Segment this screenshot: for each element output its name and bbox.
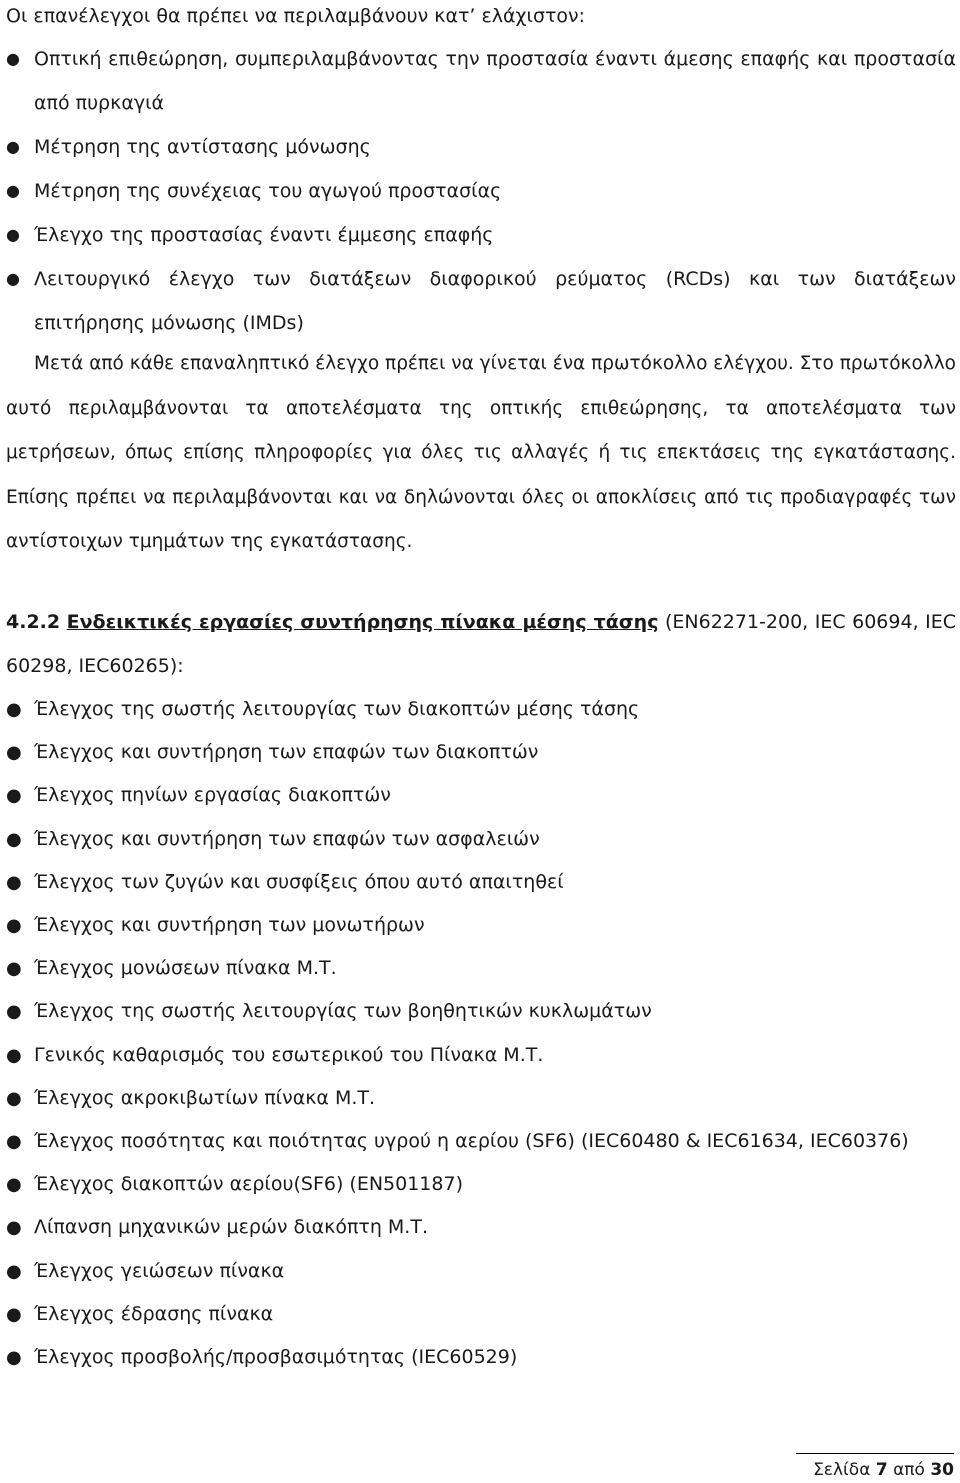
bullet-icon: ● <box>6 958 22 980</box>
bullet-icon: ● <box>6 1260 22 1282</box>
list-item <box>6 818 956 861</box>
list-item <box>6 1336 956 1379</box>
bullet-icon: ● <box>6 181 20 200</box>
bullet-icon: ● <box>6 699 22 720</box>
total-pages: 30 <box>930 1460 954 1480</box>
intro-line: Οι επανέλεγχοι θα πρέπει να περιλαμβάνουν κατ’ ελάχιστον: <box>6 5 586 27</box>
list-item-text: Έλεγχο της προστασίας έναντι έμμεσης επαφής <box>34 224 494 246</box>
bullet-icon: ● <box>6 269 20 288</box>
list-item-text: Έλεγχος και συντήρηση των επαφών των ασφαλειών <box>34 827 540 850</box>
page-footer <box>813 1458 954 1482</box>
bullet-icon: ● <box>6 1131 22 1153</box>
protocol-paragraph <box>6 342 956 565</box>
bullet-icon: ● <box>6 1044 22 1066</box>
list-item-text: Γενικός καθαρισμός του εσωτερικού του Πίνακα Μ.Τ. <box>34 1043 544 1066</box>
bullet-icon: ● <box>6 1303 22 1325</box>
list-item <box>6 1250 956 1293</box>
bullet-icon: ● <box>6 1174 22 1196</box>
bullet-icon: ● <box>6 137 20 156</box>
list-item <box>6 1120 956 1163</box>
page-label: Σελίδα <box>813 1460 871 1480</box>
list-item-text: Έλεγχος γειώσεων πίνακα <box>34 1259 285 1282</box>
of-label: από <box>893 1460 925 1480</box>
list-item-text: Έλεγχος της σωστής λειτουργίας των βοηθητικών κυκλωμάτων <box>34 1000 652 1023</box>
list-item <box>6 688 956 731</box>
list-item <box>6 947 956 990</box>
bullet-icon: ● <box>6 1217 22 1239</box>
list-item-text: Έλεγχος και συντήρηση των μονωτήρων <box>34 914 425 937</box>
list-item-text: Οπτική επιθεώρηση, συμπεριλαμβάνοντας την προστασία έναντι άμεσης επαφής και προστασία από πυρκαγιά <box>34 48 956 114</box>
section-heading <box>6 600 956 688</box>
list-item <box>6 169 956 213</box>
bullet-icon: ● <box>6 225 20 244</box>
section-standards: (EN62271-200, IEC 60694, IEC 60298, IEC60265): <box>6 611 956 677</box>
list-item-text: Έλεγχος ποσότητας και ποιότητας υγρού η αερίου (SF6) (IEC60480 & IEC61634, IEC60376) <box>34 1130 909 1153</box>
list-item <box>6 731 956 774</box>
list-item <box>6 37 956 125</box>
list-item <box>6 213 956 257</box>
list-item-text: Έλεγχος διακοπτών αερίου(SF6) (EN501187) <box>34 1173 463 1196</box>
bullet-icon: ● <box>6 1347 22 1369</box>
list-item <box>6 990 956 1033</box>
list-item <box>6 1293 956 1336</box>
list-item-text: Έλεγχος της σωστής λειτουργίας των διακοπτών μέσης τάσης <box>34 698 640 720</box>
list-item <box>6 1034 956 1077</box>
list-item-text: Λίπανση μηχανικών μερών διακόπτη Μ.Τ. <box>34 1216 428 1239</box>
list-item-text: Λειτουργικό έλεγχο των διατάξεων διαφορικού ρεύματος (RCDs) και των διατάξεων επιτήρησης μόνωσης (IMDs) <box>34 268 956 334</box>
list-item <box>6 1163 956 1206</box>
list-item-text: Έλεγχος ακροκιβωτίων πίνακα Μ.Τ. <box>34 1086 376 1109</box>
page-number: 7 <box>875 1460 888 1480</box>
section-number: 4.2.2 <box>6 611 61 633</box>
bullet-icon: ● <box>6 1001 22 1023</box>
footer-divider <box>796 1453 954 1454</box>
bullet-icon: ● <box>6 828 22 850</box>
list-item-text: Μέτρηση της αντίστασης μόνωσης <box>34 136 371 158</box>
list-item <box>6 1206 956 1249</box>
list-item-text: Μέτρηση της συνέχειας του αγωγού προστασίας <box>34 180 502 202</box>
bullet-icon: ● <box>6 871 22 893</box>
section-title: Ενδεικτικές εργασίες συντήρησης πίνακα μέσης τάσης <box>66 611 659 633</box>
list-item-text: Έλεγχος μονώσεων πίνακα Μ.Τ. <box>34 957 337 980</box>
list-item-text: Έλεγχος των ζυγών και συσφίξεις όπου αυτό απαιτηθεί <box>34 870 564 893</box>
list-item <box>6 257 956 345</box>
checks-list <box>6 37 956 345</box>
list-item <box>6 904 956 947</box>
list-item <box>6 125 956 169</box>
bullet-icon: ● <box>6 1087 22 1109</box>
bullet-icon: ● <box>6 742 22 764</box>
list-item-text: Έλεγχος προσβολής/προσβασιμότητας (IEC60529) <box>34 1346 518 1369</box>
tasks-list <box>6 688 956 1379</box>
bullet-icon: ● <box>6 49 20 68</box>
list-item-text: Έλεγχος και συντήρηση των επαφών των διακοπτών <box>34 741 539 764</box>
paragraph-text: Μετά από κάθε επαναληπτικό έλεγχο πρέπει να γίνεται ένα πρωτόκολλο ελέγχου. Στο πρωτόκολλο αυτό περιλαμβάνονται τα αποτελέσματα της οπτικής επιθεώρησης, τα αποτελέσματα των μετρήσεων, όπως επίσης πληροφορίες για όλες τις αλλαγές ή τις επεκτάσεις της εγκατάστασης. Επίσης πρέπει να περιλαμβάνονται και να δηλώνονται όλες οι αποκλίσεις από τις προδιαγραφές των αντίστοιχων τμημάτων της εγκατάστασης. <box>6 353 956 552</box>
list-item <box>6 1077 956 1120</box>
bullet-icon: ● <box>6 915 22 937</box>
list-item <box>6 861 956 904</box>
list-item <box>6 774 956 817</box>
bullet-icon: ● <box>6 785 22 807</box>
list-item-text: Έλεγχος πηνίων εργασίας διακοπτών <box>34 784 391 807</box>
list-item-text: Έλεγχος έδρασης πίνακα <box>34 1302 274 1325</box>
